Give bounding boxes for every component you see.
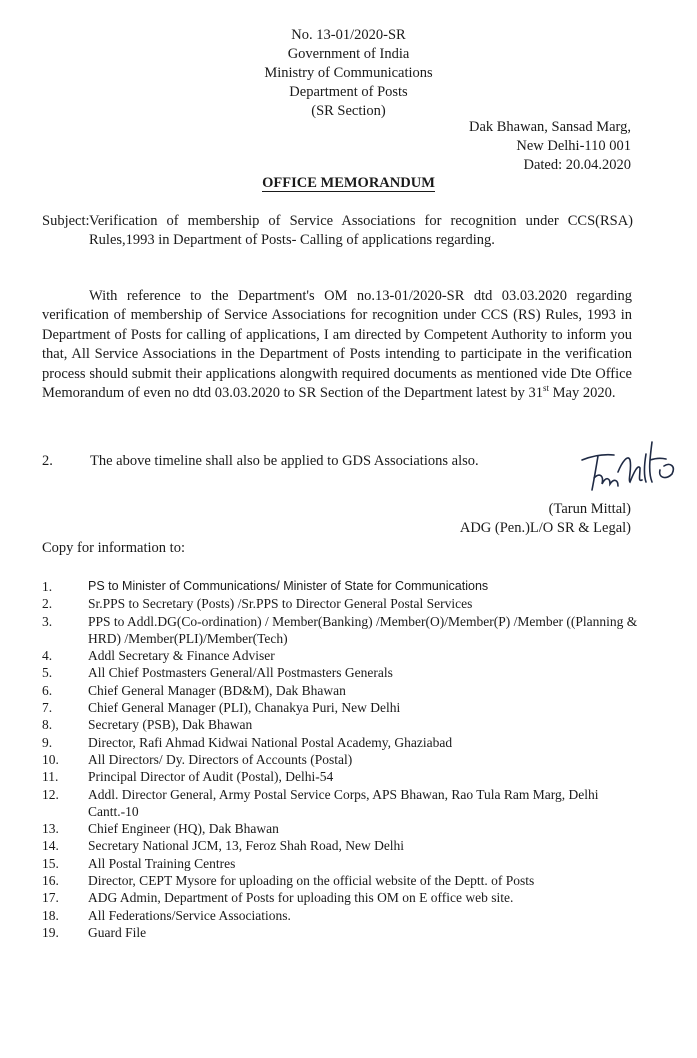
copy-list-item-number: 2. [42,596,53,612]
copy-list-item [42,872,642,889]
copy-list-item-number: 17. [42,890,59,906]
copy-for-heading: Copy for information to: [42,540,185,556]
copy-list-item [42,820,642,837]
signatory-block [460,500,631,538]
signatory-designation: ADG (Pen.)L/O SR & Legal) [459,520,631,536]
copy-list-item [42,889,642,906]
copy-list-item-text: Chief Engineer (HQ), Dak Bhawan [88,821,279,837]
subject-label: Subject: [42,213,90,229]
copy-list-item-text: Chief General Manager (PLI), Chanakya Puri, New Delhi [88,700,401,716]
copy-list-item [42,907,642,924]
copy-list-item-number: 5. [42,665,53,681]
copy-list-item-text: Secretary National JCM, 13, Feroz Shah Road, New Delhi [88,838,405,854]
copy-list-item-number: 19. [42,924,59,940]
copy-list-item [42,578,642,595]
paragraph-1-superscript: st [542,383,549,394]
department-name: Department of Posts [289,84,408,100]
ministry-name: Ministry of Communications [264,65,433,81]
copy-list-item-text: Director, CEPT Mysore for uploading on the official website of the Deptt. of Posts [88,873,535,889]
paragraph-1-tail: May 2020. [549,385,616,402]
copy-list-item-number: 7. [42,700,53,716]
memo-title [0,175,697,192]
copy-list-item-number: 15. [42,855,59,871]
paragraph-2-number: 2. [42,453,53,469]
copy-list-item-text: PS to Minister of Communications/ Minister of State for Communications [88,579,489,593]
copy-list-item [42,595,642,612]
copy-list-item-number: 4. [42,648,53,664]
copy-list-item [42,786,642,821]
section-name: (SR Section) [311,103,386,119]
document-header [0,26,697,121]
copy-list-item-text: Director, Rafi Ahmad Kidwai National Postal Academy, Ghaziabad [88,734,453,750]
copy-list-item-number: 6. [42,682,53,698]
file-number: No. 13-01/2020-SR [291,27,406,43]
copy-list-item-text: PPS to Addl.DG(Co-ordination) / Member(Banking) /Member(O)/Member(P) /Member ((Planning & HRD) /Member(PLI)/Member(Tech) [88,613,638,646]
copy-list-item-number: 16. [42,873,59,889]
copy-list-item [42,855,642,872]
copy-list-item [42,768,642,785]
copy-list-item [42,664,642,681]
copy-list-item-number: 8. [42,717,53,733]
address-line-2: New Delhi-110 001 [516,138,631,154]
copy-list-item [42,716,642,733]
copy-list-item-text: All Federations/Service Associations. [88,907,291,923]
copy-list-item-number: 3. [42,613,53,629]
signatory-name: (Tarun Mittal) [548,501,631,517]
copy-list-item-number: 14. [42,838,59,854]
copy-list-item [42,647,642,664]
copy-list-item-number: 1. [42,579,53,594]
copy-list-item-text: All Postal Training Centres [88,855,236,871]
copy-list-item-text: ADG Admin, Department of Posts for uploading this OM on E office web site. [88,890,514,906]
copy-list-item-number: 10. [42,751,59,767]
copy-list-item [42,699,642,716]
copy-list-item-text: All Chief Postmasters General/All Postmasters Generals [88,665,393,681]
date-line: Dated: 20.04.2020 [523,157,631,173]
paragraph-1 [42,287,632,403]
copy-list-item-number: 12. [42,786,59,802]
copy-list-item [42,924,642,941]
copy-list-item-number: 11. [42,769,59,785]
copy-list-item-number: 18. [42,907,59,923]
copy-list-item [42,682,642,699]
copy-list-item [42,613,642,648]
paragraph-1-text: With reference to the Department's OM no.13-01/2020-SR dtd 03.03.2020 regarding verification of membership of Service Associations for recognition under CCS (RS) Rules, 1993 in Department of Posts for calling of applications, I am directed by Competent Authority to inform you that, All Service Associations in the Department of Posts intending to participate in the verification process should submit their applications alongwith required documents as mentioned vide Dte Office Memorandum of even no dtd 03.03.2020 to SR Section of the Department latest by 31 [42,288,632,402]
copy-list-item-number: 9. [42,734,53,750]
copy-list-item-text: Secretary (PSB), Dak Bhawan [88,717,253,733]
paragraph-2-text: The above timeline shall also be applied to GDS Associations also. [90,453,479,469]
copy-list-item-text: Chief General Manager (BD&M), Dak Bhawan [88,682,346,698]
subject-text: Verification of membership of Service Associations for recognition under CCS(RSA) Rules,1993 in Department of Posts- Calling of applications regarding. [89,213,633,248]
copy-list-item [42,837,642,854]
copy-list [42,578,642,941]
copy-list-item-text: Sr.PPS to Secretary (Posts) /Sr.PPS to Director General Postal Services [88,596,473,612]
copy-list-item [42,734,642,751]
copy-list-item-text: Principal Director of Audit (Postal), Delhi-54 [88,769,334,785]
address-block [469,118,631,175]
copy-list-item-number: 13. [42,821,59,837]
address-line-1: Dak Bhawan, Sansad Marg, [468,119,631,135]
copy-list-item-text: Addl. Director General, Army Postal Service Corps, APS Bhawan, Rao Tula Ram Marg, Delhi Cantt.-10 [88,786,599,819]
handwritten-signature [578,432,678,502]
copy-list-item-text: Addl Secretary & Finance Adviser [88,648,275,664]
government-name: Government of India [287,46,410,62]
copy-list-item-text: All Directors/ Dy. Directors of Accounts (Postal) [88,751,353,767]
memo-title-text: OFFICE MEMORANDUM [262,175,435,191]
copy-list-item-text: Guard File [88,924,147,940]
copy-list-item [42,751,642,768]
